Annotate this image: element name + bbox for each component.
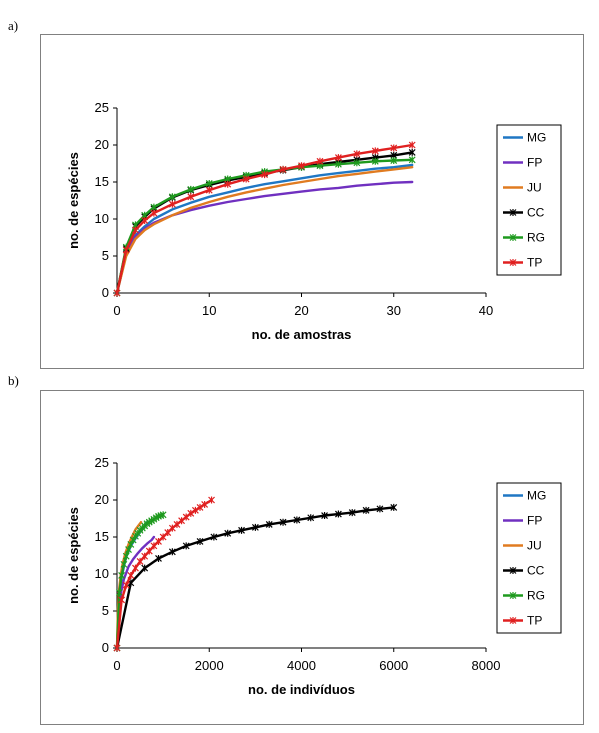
y-tick-label-b: 10 [94,566,109,581]
legend-label-rg-a: RG [527,230,545,245]
y-tick-label-b: 0 [101,640,109,655]
series-line-ju-a [117,167,412,293]
legend-label-rg-b: RG [527,588,545,603]
x-tick-label-a: 10 [202,303,217,318]
data-point-tp-b [128,572,134,579]
x-tick-label-a: 0 [113,303,121,318]
legend-label-fp-a: FP [527,155,543,170]
panel-label-b: b) [8,373,19,388]
legend-label-cc-a: CC [527,205,545,220]
data-point-tp-b [174,521,180,528]
data-point-tp-b [169,525,175,532]
y-axis-title-a: no. de espécies [66,152,81,249]
y-tick-label-b: 25 [94,455,109,470]
x-tick-label-b: 4000 [287,658,316,673]
x-tick-label-b: 2000 [194,658,224,673]
series-tp-b [114,497,215,652]
legend-label-tp-b: TP [527,613,543,628]
legend-label-tp-a: TP [527,255,543,270]
chart-a [66,100,561,342]
legend-label-mg-a: MG [527,130,547,145]
legend-label-fp-b: FP [527,513,543,528]
legend-box-a [497,125,561,275]
y-tick-label-b: 20 [94,492,109,507]
x-axis-title-b: no. de indivíduos [248,682,355,697]
y-tick-label-a: 25 [94,100,109,115]
series-ju-a [117,167,412,293]
y-tick-label-b: 5 [101,603,109,618]
y-tick-label-a: 20 [94,137,109,152]
x-axis-title-a: no. de amostras [251,327,352,342]
legend-label-ju-a: JU [527,180,542,195]
legend-label-cc-b: CC [527,563,545,578]
y-axis-title-b: no. de espécies [66,507,81,604]
chart-b [66,455,561,697]
x-tick-label-b: 6000 [379,658,409,673]
y-tick-label-b: 15 [94,529,109,544]
x-tick-label-b: 0 [113,658,121,673]
y-tick-label-a: 10 [94,211,109,226]
series-fp-a [117,182,412,293]
legend-label-ju-b: JU [527,538,542,553]
series-tp-a [114,142,415,297]
series-line-fp-a [117,182,412,293]
panel-label-a: a) [8,18,19,33]
data-point-tp-b [179,517,185,524]
x-tick-label-a: 40 [478,303,494,318]
data-point-tp-b [183,514,189,521]
x-tick-label-a: 30 [386,303,401,318]
legend-a [497,125,561,275]
legend-b [497,483,561,633]
y-tick-label-a: 0 [101,285,109,300]
series-cc-b [114,504,397,652]
series-line-rg-a [117,160,412,293]
legend-box-b [497,483,561,633]
y-tick-label-a: 15 [94,174,109,189]
data-point-tp-b [132,565,138,572]
legend-label-mg-b: MG [527,488,547,503]
x-tick-label-b: 8000 [471,658,501,673]
x-tick-label-a: 20 [294,303,309,318]
y-tick-label-a: 5 [101,248,109,263]
